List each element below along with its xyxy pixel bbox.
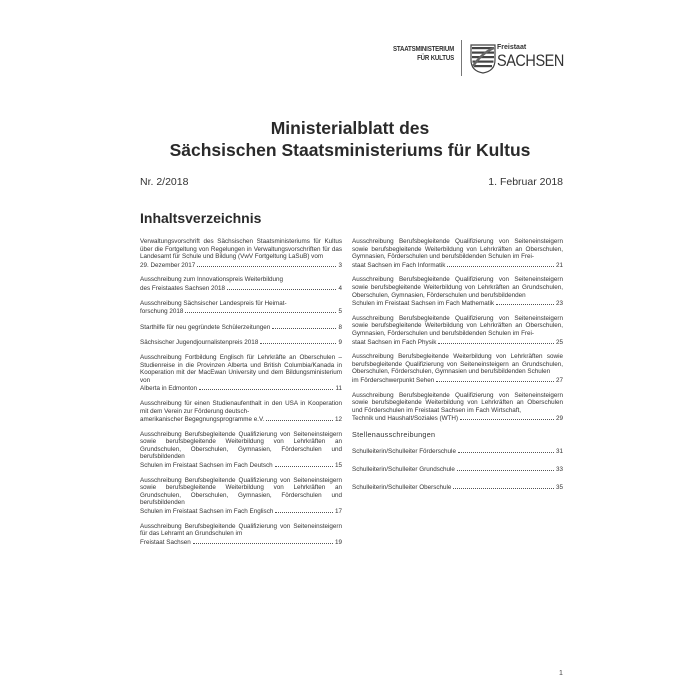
job-entry[interactable] bbox=[352, 447, 563, 456]
toc-right-column bbox=[352, 238, 563, 500]
dot-leader bbox=[436, 376, 554, 382]
toc-entry-page: 17 bbox=[334, 508, 342, 516]
saxony-coat-of-arms-icon bbox=[470, 44, 496, 74]
state-logo bbox=[497, 44, 576, 71]
toc-entry-page: 9 bbox=[338, 339, 342, 347]
toc-entry-last-line: staat Sachsen im Fach Informatik bbox=[352, 261, 446, 269]
toc-entry[interactable] bbox=[352, 392, 563, 423]
toc-left-column bbox=[140, 238, 342, 553]
job-entry[interactable] bbox=[352, 465, 563, 474]
dot-leader bbox=[227, 284, 336, 290]
toc-entry-text: Ausschreibung Berufsbegleitende Qualifizierung von Seiteneinsteigern sowie berufsbegleitende Weiterbildung von Lehrkräften an Oberschulen und Förderschulen im Freistaat Sachsen im Fach Wirtschaft, bbox=[352, 391, 563, 414]
state-logo-small: Freistaat bbox=[497, 44, 527, 51]
toc-entry-last-line: Freistaat Sachsen bbox=[140, 538, 191, 546]
toc-entry-text: Ausschreibung Berufsbegleitende Qualifizierung von Seiteneinsteigern sowie berufsbegleitende Weiterbildung von Lehrkräften an Grundschulen, Oberschulen, Gymnasien, Förderschulen und berufsbildenden bbox=[140, 476, 342, 507]
toc-entry[interactable] bbox=[352, 315, 563, 346]
toc-entry-last-line: Alberta in Edmonton bbox=[140, 385, 198, 393]
toc-entry-text: Ausschreibung Berufsbegleitende Qualifizierung von Seiteneinsteigern sowie berufsbegleitende Weiterbildung von Lehrkräften an Oberschulen, Gymnasien, Förderschulen und berufsbildenden Schulen im Frei- bbox=[352, 314, 563, 337]
toc-entry-page: 19 bbox=[334, 538, 342, 546]
state-logo-big: SACHSEN bbox=[497, 51, 564, 70]
toc-entry-page: 23 bbox=[555, 300, 563, 308]
dot-leader bbox=[275, 507, 333, 513]
toc-entry-last-line: im Förderschwerpunkt Sehen bbox=[352, 376, 435, 384]
dot-leader bbox=[193, 538, 333, 544]
issue-number: Nr. 2/2018 bbox=[140, 176, 189, 188]
toc-entry[interactable] bbox=[140, 354, 342, 393]
ministry-logo-line: FÜR KULTUS bbox=[417, 53, 454, 62]
toc-entry-text: Ausschreibung Berufsbegleitende Qualifizierung von Seiteneinsteigern sowie berufsbegleitende Weiterbildung von Lehrkräften an Grundschulen, Oberschulen, Gymnasien, Förderschulen und berufsbildenden bbox=[140, 430, 342, 461]
job-entry-label: Schulleiterin/Schulleiter Grundschule bbox=[352, 466, 455, 474]
toc-entry[interactable] bbox=[140, 276, 342, 292]
toc-entry[interactable] bbox=[140, 323, 342, 332]
toc-entry-text: Ausschreibung zum Innovationspreis Weiterbildung bbox=[140, 276, 284, 284]
document-title bbox=[100, 117, 600, 161]
job-entry-page: 31 bbox=[555, 448, 563, 456]
title-line-1: Ministerialblatt des bbox=[270, 118, 430, 138]
toc-entry-text: Ausschreibung Berufsbegleitende Qualifizierung von Seiteneinsteigern sowie berufsbegleitende Weiterbildung von Lehrkräften an Grundschulen, Oberschulen, Gymnasien, Förderschulen und berufsbildenden bbox=[352, 276, 563, 299]
toc-entry[interactable] bbox=[140, 300, 342, 316]
toc-entry-page: 25 bbox=[555, 338, 563, 346]
toc-entry-text: Ausschreibung Berufsbegleitende Weiterbildung von Lehrkräften sowie berufsbegleitende Qualifizierung von Seiteneinsteigern an Grundschulen, Oberschulen, Förderschulen, Gymnasien und berufsbildenden Schulen bbox=[352, 353, 563, 376]
dot-leader bbox=[266, 415, 333, 421]
title-line-2: Sächsischen Staatsministeriums für Kultus bbox=[169, 140, 531, 160]
toc-entry-text: Ausschreibung Berufsbegleitende Qualifizierung von Seiteneinsteigern sowie berufsbegleitende Weiterbildung von Lehrkräften an Oberschulen, Gymnasien, Förderschulen und berufsbildenden Schulen im Frei- bbox=[352, 238, 563, 261]
job-section-heading: Stellenausschreibungen bbox=[352, 429, 436, 439]
dot-leader bbox=[260, 338, 336, 344]
toc-entry[interactable] bbox=[352, 276, 563, 307]
dot-leader bbox=[457, 465, 554, 471]
toc-entry[interactable] bbox=[140, 400, 342, 424]
toc-entry[interactable] bbox=[352, 238, 563, 269]
toc-entry-last-line: Schulen im Freistaat Sachsen im Fach Mathematik bbox=[352, 300, 495, 308]
toc-entry-last-line: Sächsischer Jugendjournalistenpreis 2018 bbox=[140, 339, 259, 347]
dot-leader bbox=[272, 323, 336, 329]
toc-entry-text: Ausschreibung für einen Studienaufenthalt in den USA in Kooperation mit dem Verein zur Förderung deutsch- bbox=[140, 399, 342, 415]
toc-entry[interactable] bbox=[140, 431, 342, 470]
toc-entry[interactable] bbox=[140, 477, 342, 516]
dot-leader bbox=[458, 447, 554, 453]
dot-leader bbox=[275, 461, 333, 467]
toc-entry-last-line: Schulen im Freistaat Sachsen im Fach Deutsch bbox=[140, 462, 273, 470]
dot-leader bbox=[453, 483, 554, 489]
toc-entry-last-line: des Freistaates Sachsen 2018 bbox=[140, 284, 226, 292]
toc-entry-last-line: amerikanischer Begegnungsprogramme e.V. bbox=[140, 416, 265, 424]
dot-leader bbox=[199, 384, 333, 390]
toc-entry[interactable] bbox=[352, 353, 563, 384]
toc-entry-page: 4 bbox=[338, 284, 342, 292]
job-entry-page: 33 bbox=[555, 466, 563, 474]
toc-entry-last-line: Starthilfe für neu gegründete Schülerzeitungen bbox=[140, 323, 271, 331]
toc-entry[interactable] bbox=[140, 338, 342, 347]
toc-entry-last-line: staat Sachsen im Fach Physik bbox=[352, 338, 437, 346]
dot-leader bbox=[185, 307, 336, 313]
toc-entry-text: Ausschreibung Berufsbegleitende Qualifizierung von Seiteneinsteigern für das Lehramt an Grundschulen im bbox=[140, 522, 342, 538]
issue-date: 1. Februar 2018 bbox=[488, 176, 563, 188]
job-entry[interactable] bbox=[352, 483, 563, 492]
toc-entry-page: 5 bbox=[338, 308, 342, 316]
dot-leader bbox=[496, 299, 554, 305]
toc-entry-last-line: forschung 2018 bbox=[140, 308, 184, 316]
toc-entry[interactable] bbox=[140, 238, 342, 269]
page-number: 1 bbox=[559, 670, 563, 677]
toc-entry-page: 8 bbox=[338, 323, 342, 331]
ministry-logo-line: STAATSMINISTERIUM bbox=[392, 44, 454, 53]
toc-entry-page: 29 bbox=[555, 415, 563, 423]
toc-entry-page: 12 bbox=[334, 416, 342, 424]
toc-entry-last-line: 29. Dezember 2017 bbox=[140, 261, 196, 269]
dot-leader bbox=[197, 261, 336, 267]
toc-entry-last-line: Schulen im Freistaat Sachsen im Fach Englisch bbox=[140, 508, 274, 516]
toc-entry[interactable] bbox=[140, 523, 342, 547]
job-entry-label: Schulleiterin/Schulleiter Oberschule bbox=[352, 483, 452, 491]
toc-entry-page: 15 bbox=[334, 462, 342, 470]
toc-entry-text: Ausschreibung Sächsischer Landespreis für Heimat- bbox=[140, 299, 287, 307]
job-entry-page: 35 bbox=[555, 483, 563, 491]
toc-entry-page: 21 bbox=[555, 261, 563, 269]
ministry-logo bbox=[383, 44, 454, 62]
dot-leader bbox=[438, 338, 554, 344]
toc-entry-text: Verwaltungsvorschrift des Sächsischen Staatsministeriums für Kultus über die Fortgeltung von Regelungen in Verwaltungsvorschriften für das Landesamt für Schule und Bildung (VwV Fortgeltung LaSuB) vom bbox=[140, 238, 342, 261]
job-entry-label: Schulleiterin/Schulleiter Förderschule bbox=[352, 448, 456, 456]
toc-entry-page: 11 bbox=[335, 385, 342, 393]
toc-entry-page: 3 bbox=[338, 261, 342, 269]
toc-entry-text: Ausschreibung Fortbildung Englisch für Lehrkräfte an Oberschulen – Studienreise in die Provinzen Alberta und British Columbia/Kanada in Kooperation mit der MacEwan University und dem Bildungsministerium von bbox=[140, 353, 342, 384]
dot-leader bbox=[447, 261, 554, 267]
toc-entry-last-line: Technik und Haushalt/Soziales (WTH) bbox=[352, 415, 459, 423]
dot-leader bbox=[460, 414, 554, 420]
logo-divider bbox=[461, 40, 462, 76]
toc-entry-page: 27 bbox=[555, 376, 563, 384]
toc-heading: Inhaltsverzeichnis bbox=[140, 210, 262, 226]
